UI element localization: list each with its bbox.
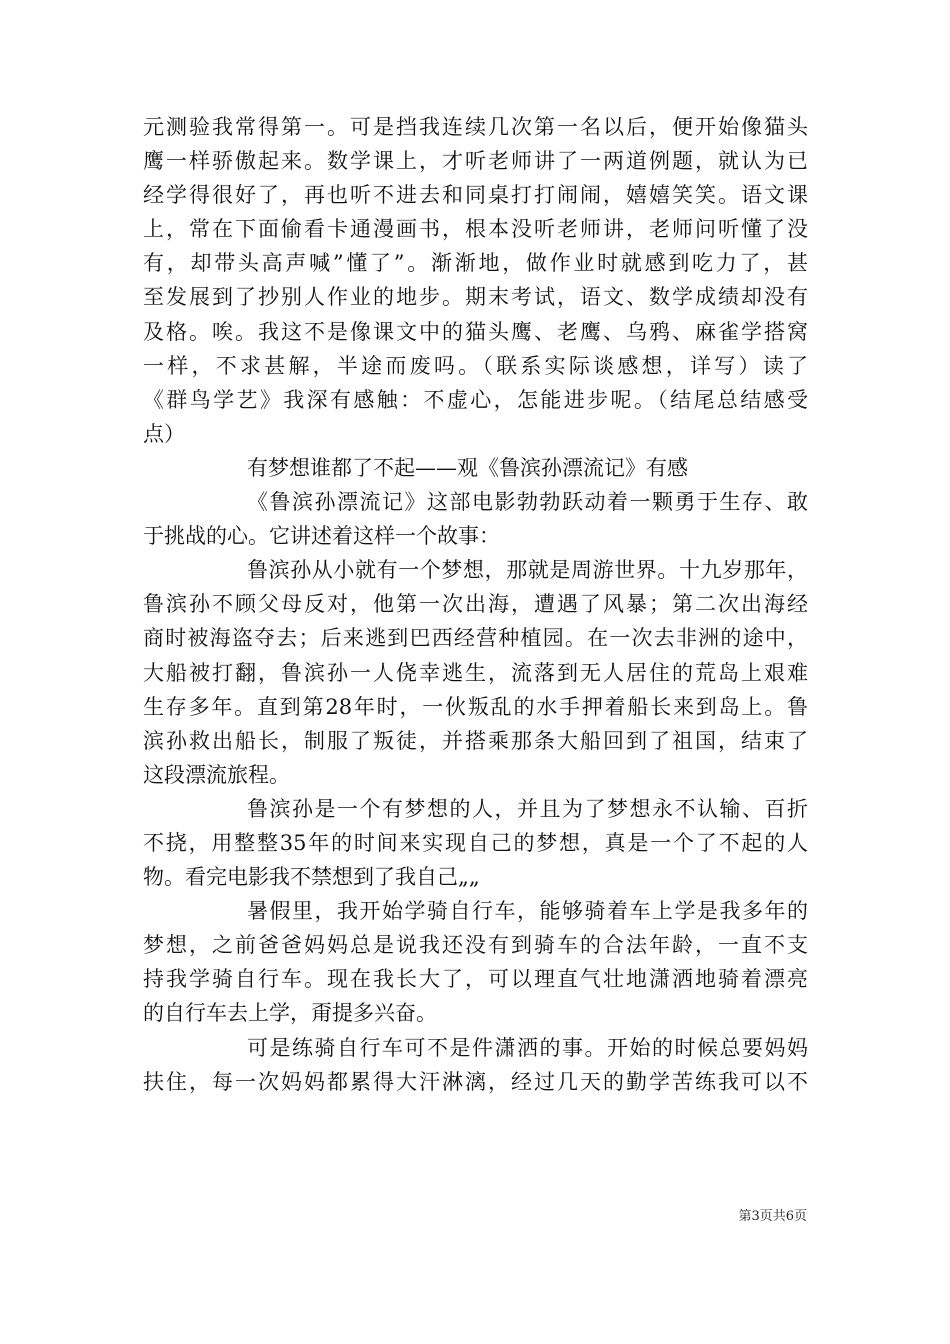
text-line: 的自行车去上学，甭提多兴奋。: [143, 1001, 437, 1026]
text-line: 物。看完电影我不禁想到了我自己„„: [143, 865, 480, 890]
text-line: 可是练骑自行车可不是件潇洒的事。开始的时候总要妈妈: [247, 1035, 808, 1060]
document-body: [143, 110, 808, 1099]
text-line: 扶住，每一次妈妈都累得大汗淋漓，经过几天的勤学苦练我可以不: [143, 1069, 808, 1094]
text-line: 有，却带头高声喊”懂了”。渐渐地，做作业时就感到吃力了，甚: [143, 251, 808, 276]
text-line: 元测验我常得第一。可是挡我连续几次第一名以后，便开始像猫头: [143, 115, 808, 139]
text-line: 持我学骑自行车。现在我长大了，可以理直气壮地潇洒地骑着漂亮: [143, 967, 808, 992]
text-line: 一样，不求甚解，半途而废吗。（联系实际谈感想，详写）读了: [143, 353, 808, 378]
text-line: 商时被海盗夺去；后来逃到巴西经营种植园。在一次去非洲的途中，: [143, 626, 808, 651]
text-line: 暑假里，我开始学骑自行车，能够骑着车上学是我多年的: [247, 899, 808, 924]
text-line: 及格。唉。我这不是像课文中的猫头鹰、老鹰、乌鸦、麻雀学搭窝: [143, 319, 808, 344]
article-title: 有梦想谁都了不起——观《鲁滨孙漂流记》有感: [247, 455, 688, 480]
text-line: 生存多年。直到第28年时，一伙叛乱的水手押着船长来到岛上。鲁: [143, 694, 808, 719]
text-line: 大船被打翻，鲁滨孙一人侥幸逃生，流落到无人居住的荒岛上艰难: [143, 660, 808, 685]
text-line: 鲁滨孙不顾父母反对，他第一次出海，遭遇了风暴；第二次出海经: [143, 592, 808, 617]
text-line: 这段漂流旅程。: [143, 762, 290, 787]
text-line: 点）: [143, 421, 185, 446]
text-line: 至发展到了抄别人作业的地步。期末考试，语文、数学成绩却没有: [143, 285, 808, 310]
text-line: 不挠，用整整35年的时间来实现自己的梦想，真是一个了不起的人: [143, 830, 808, 855]
text-line: 鲁滨孙从小就有一个梦想，那就是周游世界。十九岁那年，: [247, 558, 808, 583]
text-line: 上，常在下面偷看卡通漫画书，根本没听老师讲，老师问听懂了没: [143, 217, 808, 242]
text-line: 梦想，之前爸爸妈妈总是说我还没有到骑车的合法年龄，一直不支: [143, 933, 808, 958]
text-line: 滨孙救出船长，制服了叛徒，并搭乘那条大船回到了祖国，结束了: [143, 728, 808, 753]
text-line: 于挑战的心。它讲述着这样一个故事：: [143, 524, 500, 549]
text-line: 《鲁滨孙漂流记》这部电影勃勃跃动着一颗勇于生存、敢: [247, 490, 808, 515]
text-line: 经学得很好了，再也听不进去和同桌打打闹闹，嬉嬉笑笑。语文课: [143, 183, 808, 208]
text-line: 鲁滨孙是一个有梦想的人，并且为了梦想永不认输、百折: [247, 796, 808, 821]
page-number: 第3页共6页: [738, 1209, 807, 1224]
text-line: 《群鸟学艺》我深有感触：不虚心，怎能进步呢。（结尾总结感受: [143, 387, 808, 412]
text-line: 鹰一样骄傲起来。数学课上，才听老师讲了一两道例题，就认为已: [143, 149, 808, 174]
